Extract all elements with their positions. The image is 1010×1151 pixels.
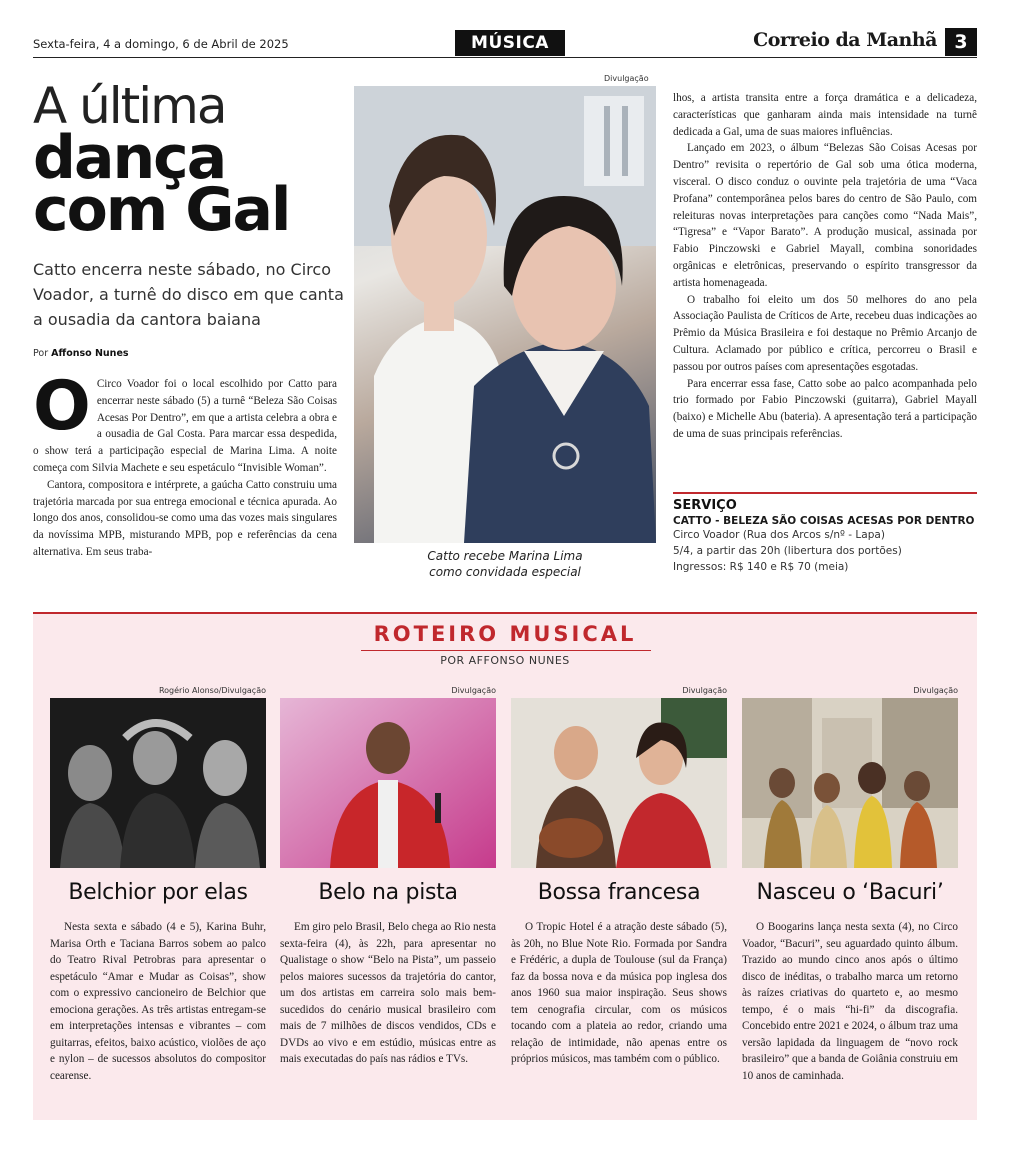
photo-credit: Divulgação [682,686,727,695]
card-title: Nasceu o ‘Bacuri’ [756,880,944,905]
service-title: SERVIÇO [673,498,737,513]
card-text: O Boogarins lança nesta sexta (4), no Circo Voador, “Bacuri”, seu aguardado quinto álbum. Trazido ao mundo cinco anos após o último disco de inéditas, o trabalho marca um retorno às raízes criativas do quarteto e, ao mesmo tempo, é o mais “hi-fi” da discografia. Concebido entre 2021 e 2024, o álbum traz uma versão lapidada da linguagem de “novo rock brasileiro” que a banda de Goiânia construiu em 10 anos de caminhada. [742,921,958,1082]
page-number: 3 [945,28,977,56]
article-paragraph: O trabalho foi eleito um dos 50 melhores do ano pela Associação Paulista de Críticos de Arte, recebeu duas indicações ao Prêmio da Música Brasileira e foi destaque no Prêmio Arcanjo de Cultura. Aclamado por público e crítica, percorreu o Brasil e passou por outros países com apresentações esgotadas. [673,293,977,373]
roteiro-card [742,686,958,1084]
headline-line-2: dança [33,123,226,193]
card-text: Em giro pelo Brasil, Belo chega ao Rio nesta sexta-feira (4), às 22h, para apresentar no Qualistage o show “Belo na Pista”, um passeio pelos maiores sucessos da trajetória do cantor, um dos artistas em carreira solo mais bem-sucedidos do cenário musical brasileiro com mais de 7 milhões de discos vendidos, CDs e DVDs ao vivo e em estúdio, músicas entre as mais executadas do país nas rádios e TVs. [280,921,496,1065]
article-headline [33,77,343,245]
card-photo [50,698,266,868]
article-paragraph: Lançado em 2023, o álbum “Belezas São Coisas Acesas por Dentro” revisita o repertório de Gal sob uma ótica moderna, visceral. O disco conduz o ouvinte pela trajetória de uma “Vaca Profana” contemporânea pelos bares do centro de São Paulo, com releituras novas interpretações para canções como “Nada Mais”, “Tigresa” e “Vapor Barato”. A produção musical, assinada por Fabio Pinczowski e Gabriel Mayall, combina sonoridades orgânicas e eletrônicas, preservando o espírito transgressor da artista homenageada. [673,142,977,289]
roteiro-subtitle: POR AFFONSO NUNES [440,654,570,667]
caption-line-2: como convidada especial [429,565,581,579]
title-divider [361,650,651,651]
article-column-3 [673,90,977,443]
photo-caption [354,548,656,580]
photo-credit: Divulgação [451,686,496,695]
main-photo [354,86,656,543]
roteiro-card [280,686,496,1068]
card-photo [280,698,496,868]
service-time: 5/4, a partir das 20h (libertura dos portões) [673,545,902,557]
photo-illustration [354,86,656,543]
card-photo [511,698,727,868]
paragraph-text: Circo Voador foi o local escolhido por Catto para encerrar neste sábado (5) a turnê “Beleza São Coisas Acesas Por Dentro”, em que a artista celebra a obra e a ousadia de Gal Costa. Para marcar essa despedida, o show terá a participação especial de Marina Lima. A noite começa com Silvia Machete e seu espetáculo “Invisible Woman”. [33,378,337,474]
drop-cap: O [33,367,91,446]
service-info-box [673,492,977,575]
article-paragraph: Para encerrar essa fase, Catto sobe ao palco acompanhada pelo trio formado por Fabio Pinczowski (guitarra), Gabriel Mayall (baixo) e Michelle Abu (bateria). A apresentação terá a participação de uma de suas principais referências. [673,377,977,440]
photo-credit: Divulgação [913,686,958,695]
photo-illustration [280,698,496,868]
headline-line-3: com Gal [33,175,290,245]
service-event: CATTO - BELEZA SÃO COISAS ACESAS POR DENTRO [673,515,975,527]
article-paragraph: lhos, a artista transita entre a força dramática e a delicadeza, características que ganharam ainda mais intensidade na turnê dedicada a Gal, uma de suas maiores influências. [673,92,977,138]
photo-illustration [50,698,266,868]
service-venue: Circo Voador (Rua dos Arcos s/nº - Lapa) [673,529,885,541]
photo-illustration [742,698,958,868]
section-label: MÚSICA [455,30,565,56]
card-title: Bossa francesa [537,880,701,905]
article-byline [33,348,129,359]
photo-credit: Divulgação [604,74,649,83]
photo-credit: Rogério Alonso/Divulgação [158,686,266,695]
caption-line-1: Catto recebe Marina Lima [427,549,583,563]
roteiro-card [511,686,727,1068]
article-column-1 [33,367,337,561]
article-subhead: Catto encerra neste sábado, no Circo Voador, a turnê do disco em que canta a ousadia da cantora baiana [33,260,344,329]
photo-illustration [511,698,727,868]
card-text: Nesta sexta e sábado (4 e 5), Karina Buhr, Marisa Orth e Taciana Barros sobem ao palco do Teatro Rival Petrobras para apresentar o espetáculo “Amar e Mudar as Coisas”, show com o expressivo cancioneiro de Belchior que emociona gerações. As três artistas entregam-se em interpretações intensas e vibrantes – com guitarras, efeitos, baixo acústico, violões de aço e nylon – de sucessos absolutos do compositor cearense. [50,921,266,1082]
headline-line-1: A última [33,77,226,135]
card-photo [742,698,958,868]
service-price: Ingressos: R$ 140 e R$ 70 (meia) [673,561,849,573]
card-text: O Tropic Hotel é a atração deste sábado (5), às 20h, no Blue Note Rio. Formada por Sandra e Frédéric, a dupla de Toulouse (sul da França) faz da bossa nova e da música pop inglesa dos anos 1960 sua maior inspiração. Seus shows tem cenografia circular, com os músicos tocando com a plateia ao redor, criando uma relação de intimidade, não apenas entre os próprios músicos, mas também com o público. [511,921,727,1065]
page-header [33,28,977,58]
byline-author: Affonso Nunes [51,348,129,359]
article-paragraph [33,367,337,477]
card-title: Belo na pista [318,880,458,905]
card-title: Belchior por elas [68,880,248,905]
byline-prefix: Por [33,348,49,359]
issue-date: Sexta-feira, 4 a domingo, 6 de Abril de 2025 [33,37,289,51]
roteiro-title: ROTEIRO MUSICAL [373,622,637,646]
newspaper-logo: Correio da Manhã [753,29,937,51]
roteiro-card [50,686,266,1084]
article-paragraph: Cantora, compositora e intérprete, a gaúcha Catto construiu uma trajetória marcada por sua entrega emocional e técnica apurada. Ao longo dos anos, consolidou-se como uma das vozes mais singulares da novíssima MPB, misturando MPB, pop e referências da cena alternativa. Em seus traba- [33,478,337,558]
roteiro-musical-box [33,612,977,1120]
